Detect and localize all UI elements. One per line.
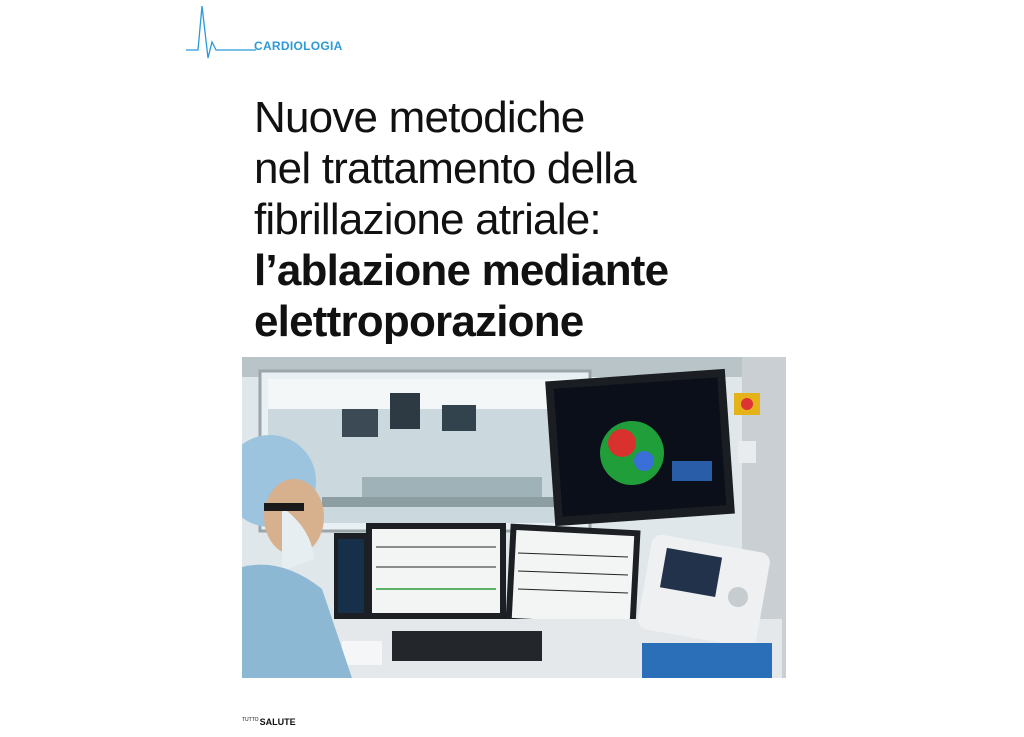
ecg-line-icon [186, 6, 256, 62]
title-line-1: Nuove metodiche [254, 93, 585, 142]
photo-illustration [242, 357, 786, 678]
brand-prefix: TUTTO [242, 717, 259, 723]
brand-name: SALUTE [259, 717, 296, 727]
title-line-2: nel trattamento della [254, 144, 636, 193]
section-label: CARDIOLOGIA [254, 39, 343, 53]
title-line-4: l’ablazione mediante [254, 246, 669, 295]
article-title [254, 92, 814, 344]
title-line-5: elettroporazione [254, 297, 584, 344]
magazine-brand [242, 717, 296, 727]
section-header [186, 6, 386, 62]
cath-lab-photo [242, 357, 786, 678]
title-line-3: fibrillazione atriale: [254, 195, 601, 244]
